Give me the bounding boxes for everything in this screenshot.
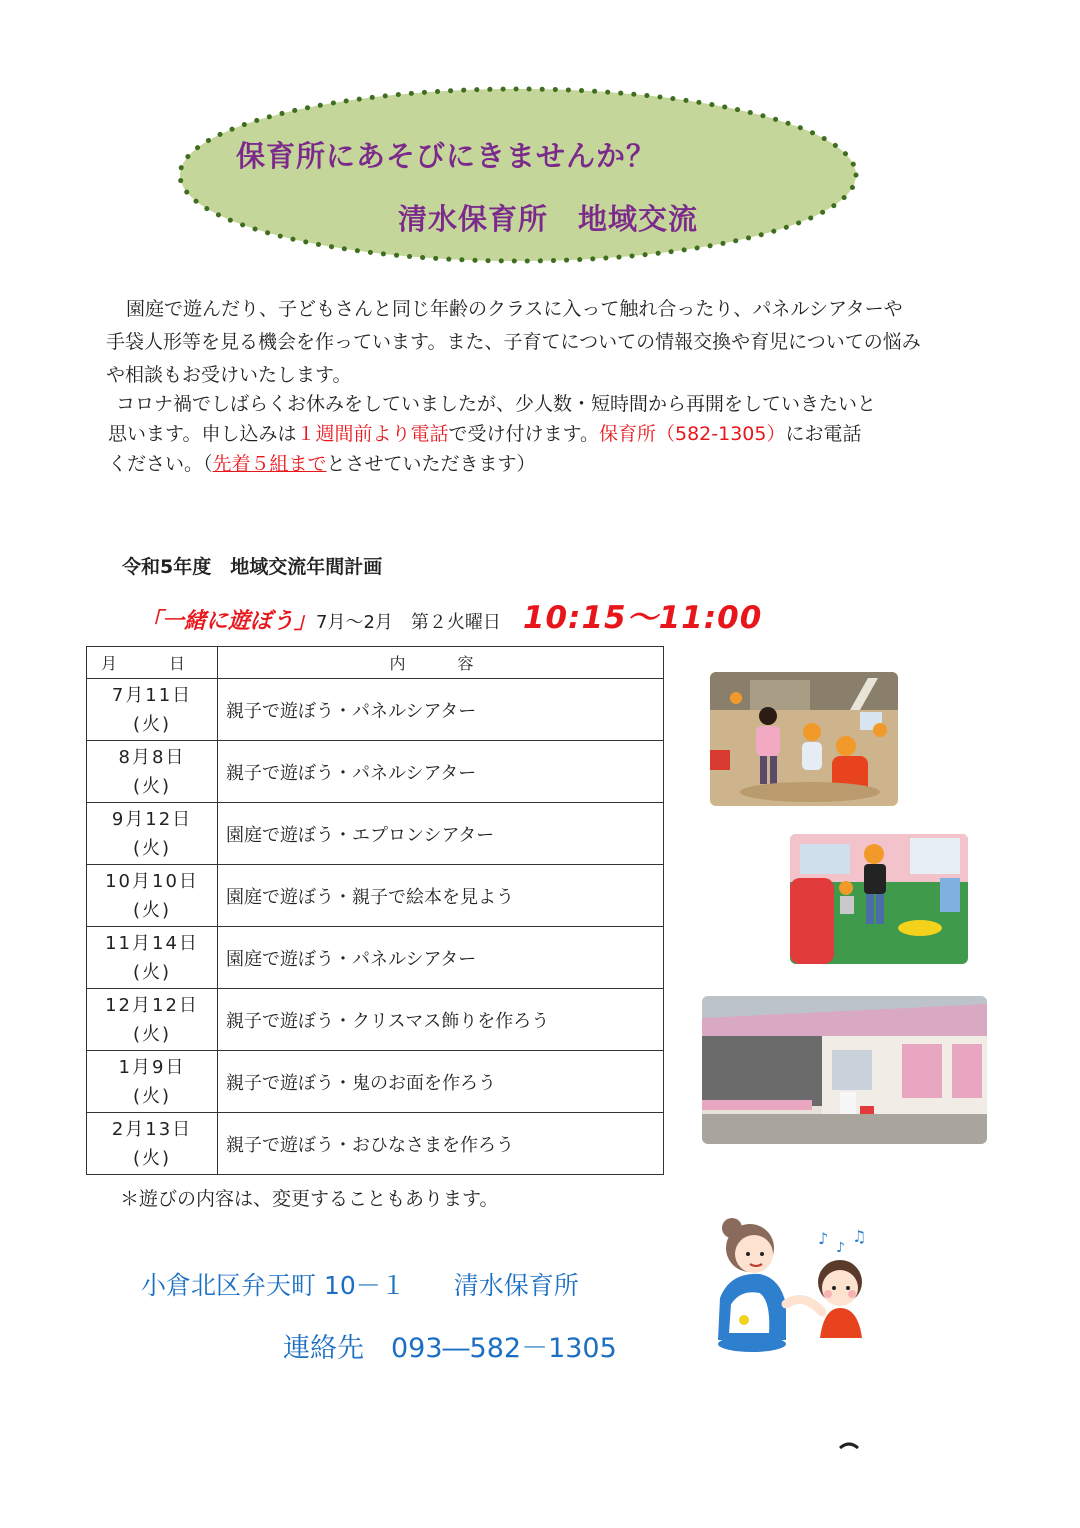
column-header-date: 月 日 [87,647,218,679]
weekday-text: (火) [132,899,172,921]
weekday-text: (火) [132,775,172,797]
capacity-limit-highlight: 先着５組まで [212,453,327,475]
intro-text: で受け付けます。 [448,423,599,445]
date-text: 10月10日 [105,870,199,892]
facility-phone-highlight: 保育所（582-1305） [598,423,786,445]
row-content: 親子で遊ぼう・パネルシアター [218,741,664,803]
caregiver-child-illustration [700,1208,880,1358]
weekday-text: (火) [132,961,172,983]
weekday-text: (火) [132,1147,172,1169]
intro-text: 思います。申し込みは [108,423,297,445]
photo-nursery-building [702,996,987,1144]
schedule-note: ＊遊びの内容は、変更することもあります。 [120,1188,499,1210]
date-text: 11月14日 [105,932,199,954]
page-subtitle: 清水保育所 地域交流 [398,202,699,236]
intro-line-4: コロナ禍でしばらくお休みをしていましたが、少人数・短時間から再開をしていきたいと [116,393,877,415]
date-text: 8月8日 [118,746,186,768]
row-date [87,741,218,803]
row-date [87,1113,218,1175]
phone-deadline-highlight: １週間前より電話 [296,423,449,445]
date-text: 7月11日 [111,684,193,706]
svg-text:♪: ♪ [818,1229,829,1248]
row-content: 親子で遊ぼう・クリスマス飾りを作ろう [218,989,664,1051]
facility-name: 清水保育所 [453,1271,579,1300]
svg-text:♫: ♫ [852,1227,867,1246]
row-date [87,1051,218,1113]
table-row [87,865,664,927]
weekday-text: (火) [132,837,172,859]
date-text: 9月12日 [111,808,193,830]
intro-line-1: 園庭で遊んだり、子どもさんと同じ年齢のクラスに入って触れ合ったり、パネルシアターや [126,298,903,320]
weekday-text: (火) [132,1085,172,1107]
column-header-content: 内 容 [218,647,664,679]
weekday-text: (火) [132,1023,172,1045]
event-time: 10:15～11:00 [522,600,763,636]
row-date [87,865,218,927]
row-content: 親子で遊ぼう・鬼のお面を作ろう [218,1051,664,1113]
svg-text:♪: ♪ [836,1240,845,1256]
table-row [87,1051,664,1113]
intro-line-5 [108,418,861,451]
page-corner-mark [838,1440,860,1450]
photo-children-playing-sandbox [710,672,898,806]
row-date [87,803,218,865]
date-text: 1月9日 [118,1056,186,1078]
address-text: 小倉北区弁天町 10－１ [141,1271,406,1300]
row-date [87,927,218,989]
schedule-table [86,646,664,1175]
schedule-summary [140,592,762,637]
intro-text: にお電話 [785,423,862,445]
table-row [87,927,664,989]
table-row [87,803,664,865]
facility-address [141,1266,579,1302]
table-row [87,741,664,803]
row-content: 園庭で遊ぼう・パネルシアター [218,927,664,989]
table-row [87,1113,664,1175]
table-row [87,679,664,741]
event-period: 7月～2月 第２火曜日 [316,612,501,633]
row-date [87,989,218,1051]
table-header-row [87,647,664,679]
page-title: 保育所にあそびにきませんか？ [236,139,657,173]
title-oval-decoration [168,80,868,270]
weekday-text: (火) [132,713,172,735]
intro-text: ください。（ [108,453,213,475]
row-content: 園庭で遊ぼう・親子で絵本を見よう [218,865,664,927]
intro-line-6 [108,448,536,481]
row-content: 園庭で遊ぼう・エプロンシアター [218,803,664,865]
event-name: 「一緒に遊ぼう」 [140,609,317,634]
plan-heading: 令和5年度 地域交流年間計画 [122,556,383,578]
intro-text: とさせていただきます） [326,453,536,475]
row-content: 親子で遊ぼう・おひなさまを作ろう [218,1113,664,1175]
date-text: 2月13日 [111,1118,193,1140]
intro-line-2: 手袋人形等を見る機会を作っています。また、子育てについての情報交換や育児についての悩み [106,331,921,353]
facility-contact-phone: 連絡先 093―582－1305 [283,1333,617,1364]
date-text: 12月12日 [105,994,199,1016]
intro-line-3: や相談もお受けいたします。 [106,364,352,386]
photo-children-playground [790,834,968,964]
table-row [87,989,664,1051]
row-content: 親子で遊ぼう・パネルシアター [218,679,664,741]
row-date [87,679,218,741]
